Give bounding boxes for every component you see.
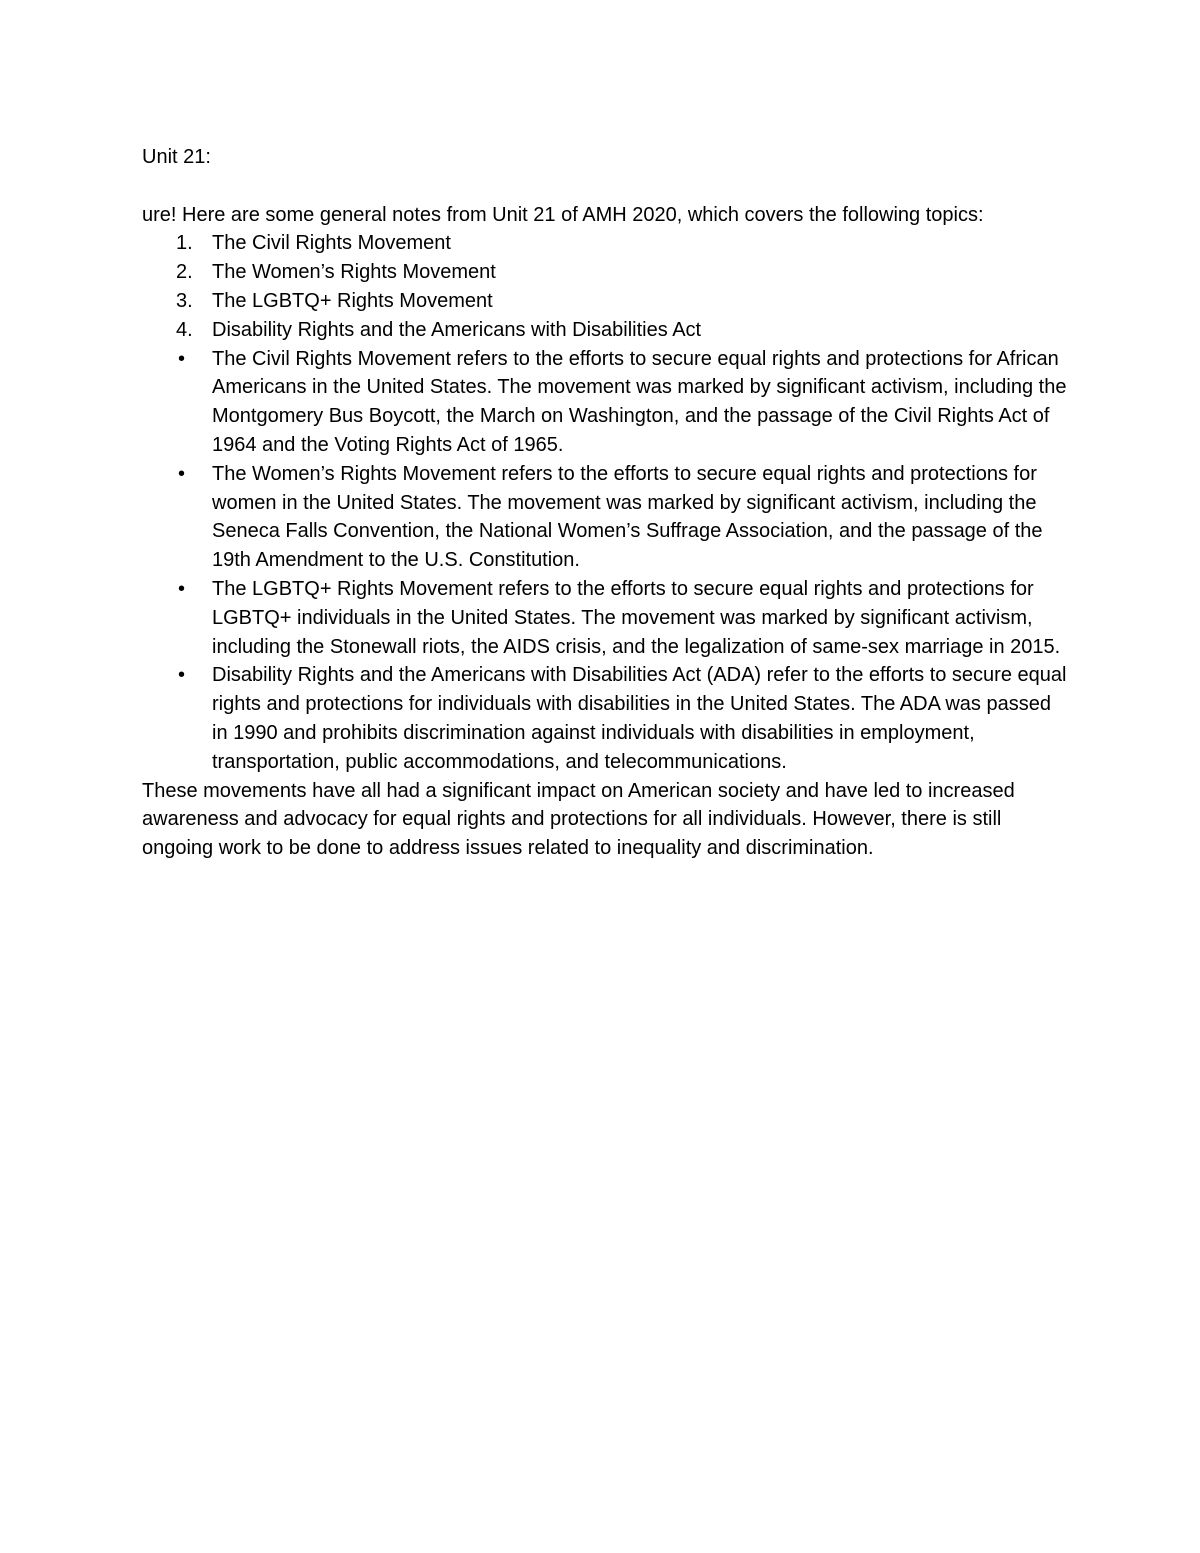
- topic-text: The Civil Rights Movement: [212, 232, 451, 255]
- topic-text: The LGBTQ+ Rights Movement: [212, 289, 493, 312]
- topic-text: Disability Rights and the Americans with Disabilities Act: [212, 318, 702, 341]
- topic-text: The Women’s Rights Movement: [212, 261, 496, 284]
- topic-item: [142, 229, 1072, 258]
- note-item: [142, 460, 1072, 575]
- topic-item: [142, 287, 1072, 316]
- intro-paragraph: ure! Here are some general notes from Unit 21 of AMH 2020, which covers the following topics:: [142, 203, 984, 226]
- bullet-icon: •: [178, 462, 186, 485]
- bullet-icon: •: [178, 664, 186, 687]
- page-heading: Unit 21:: [142, 146, 211, 168]
- note-text: The Women’s Rights Movement refers to the efforts to secure equal rights and protections for women in the United States. The movement was marked by significant activism, including the Seneca Falls Convention, the National Women’s Suffrage Association, and the passage of the 19th Amendment to the U.S. Constitution.: [212, 462, 1043, 572]
- list-number: 2.: [176, 261, 193, 284]
- note-text: The LGBTQ+ Rights Movement refers to the efforts to secure equal rights and protections for LGBTQ+ individuals in the United States. The movement was marked by significant activism, including the Stonewall riots, the AIDS crisis, and the legalization of same-sex marriage in 2015.: [212, 577, 1061, 658]
- conclusion-paragraph: These movements have all had a significant impact on American society and have led to increased awareness and advocacy for equal rights and protections for all individuals. However, there is still ongoing work to be done to address issues related to inequality and discrimination.: [142, 779, 1015, 860]
- list-number: 1.: [176, 232, 193, 255]
- blank-line: [142, 172, 1072, 201]
- document-body: [142, 143, 1072, 863]
- note-item: [142, 345, 1072, 460]
- bullet-icon: •: [178, 347, 186, 370]
- note-item: [142, 661, 1072, 776]
- list-number: 4.: [176, 318, 193, 341]
- topic-list: [142, 229, 1072, 776]
- bullet-icon: •: [178, 577, 186, 600]
- note-text: Disability Rights and the Americans with Disabilities Act (ADA) refer to the efforts to secure equal rights and protections for individuals with disabilities in the United States. The ADA was passed in 1990 and prohibits discrimination against individuals with disabilities in employment, transportation, public accommodations, and telecommunications.: [212, 664, 1067, 773]
- note-item: [142, 575, 1072, 661]
- topic-item: [142, 316, 1072, 345]
- list-number: 3.: [176, 289, 193, 312]
- note-text: The Civil Rights Movement refers to the efforts to secure equal rights and protections for African Americans in the United States. The movement was marked by significant activism, including the Montgomery Bus Boycott, the March on Washington, and the passage of the Civil Rights Act of 1964 and the Voting Rights Act of 1965.: [212, 347, 1067, 456]
- topic-item: [142, 258, 1072, 287]
